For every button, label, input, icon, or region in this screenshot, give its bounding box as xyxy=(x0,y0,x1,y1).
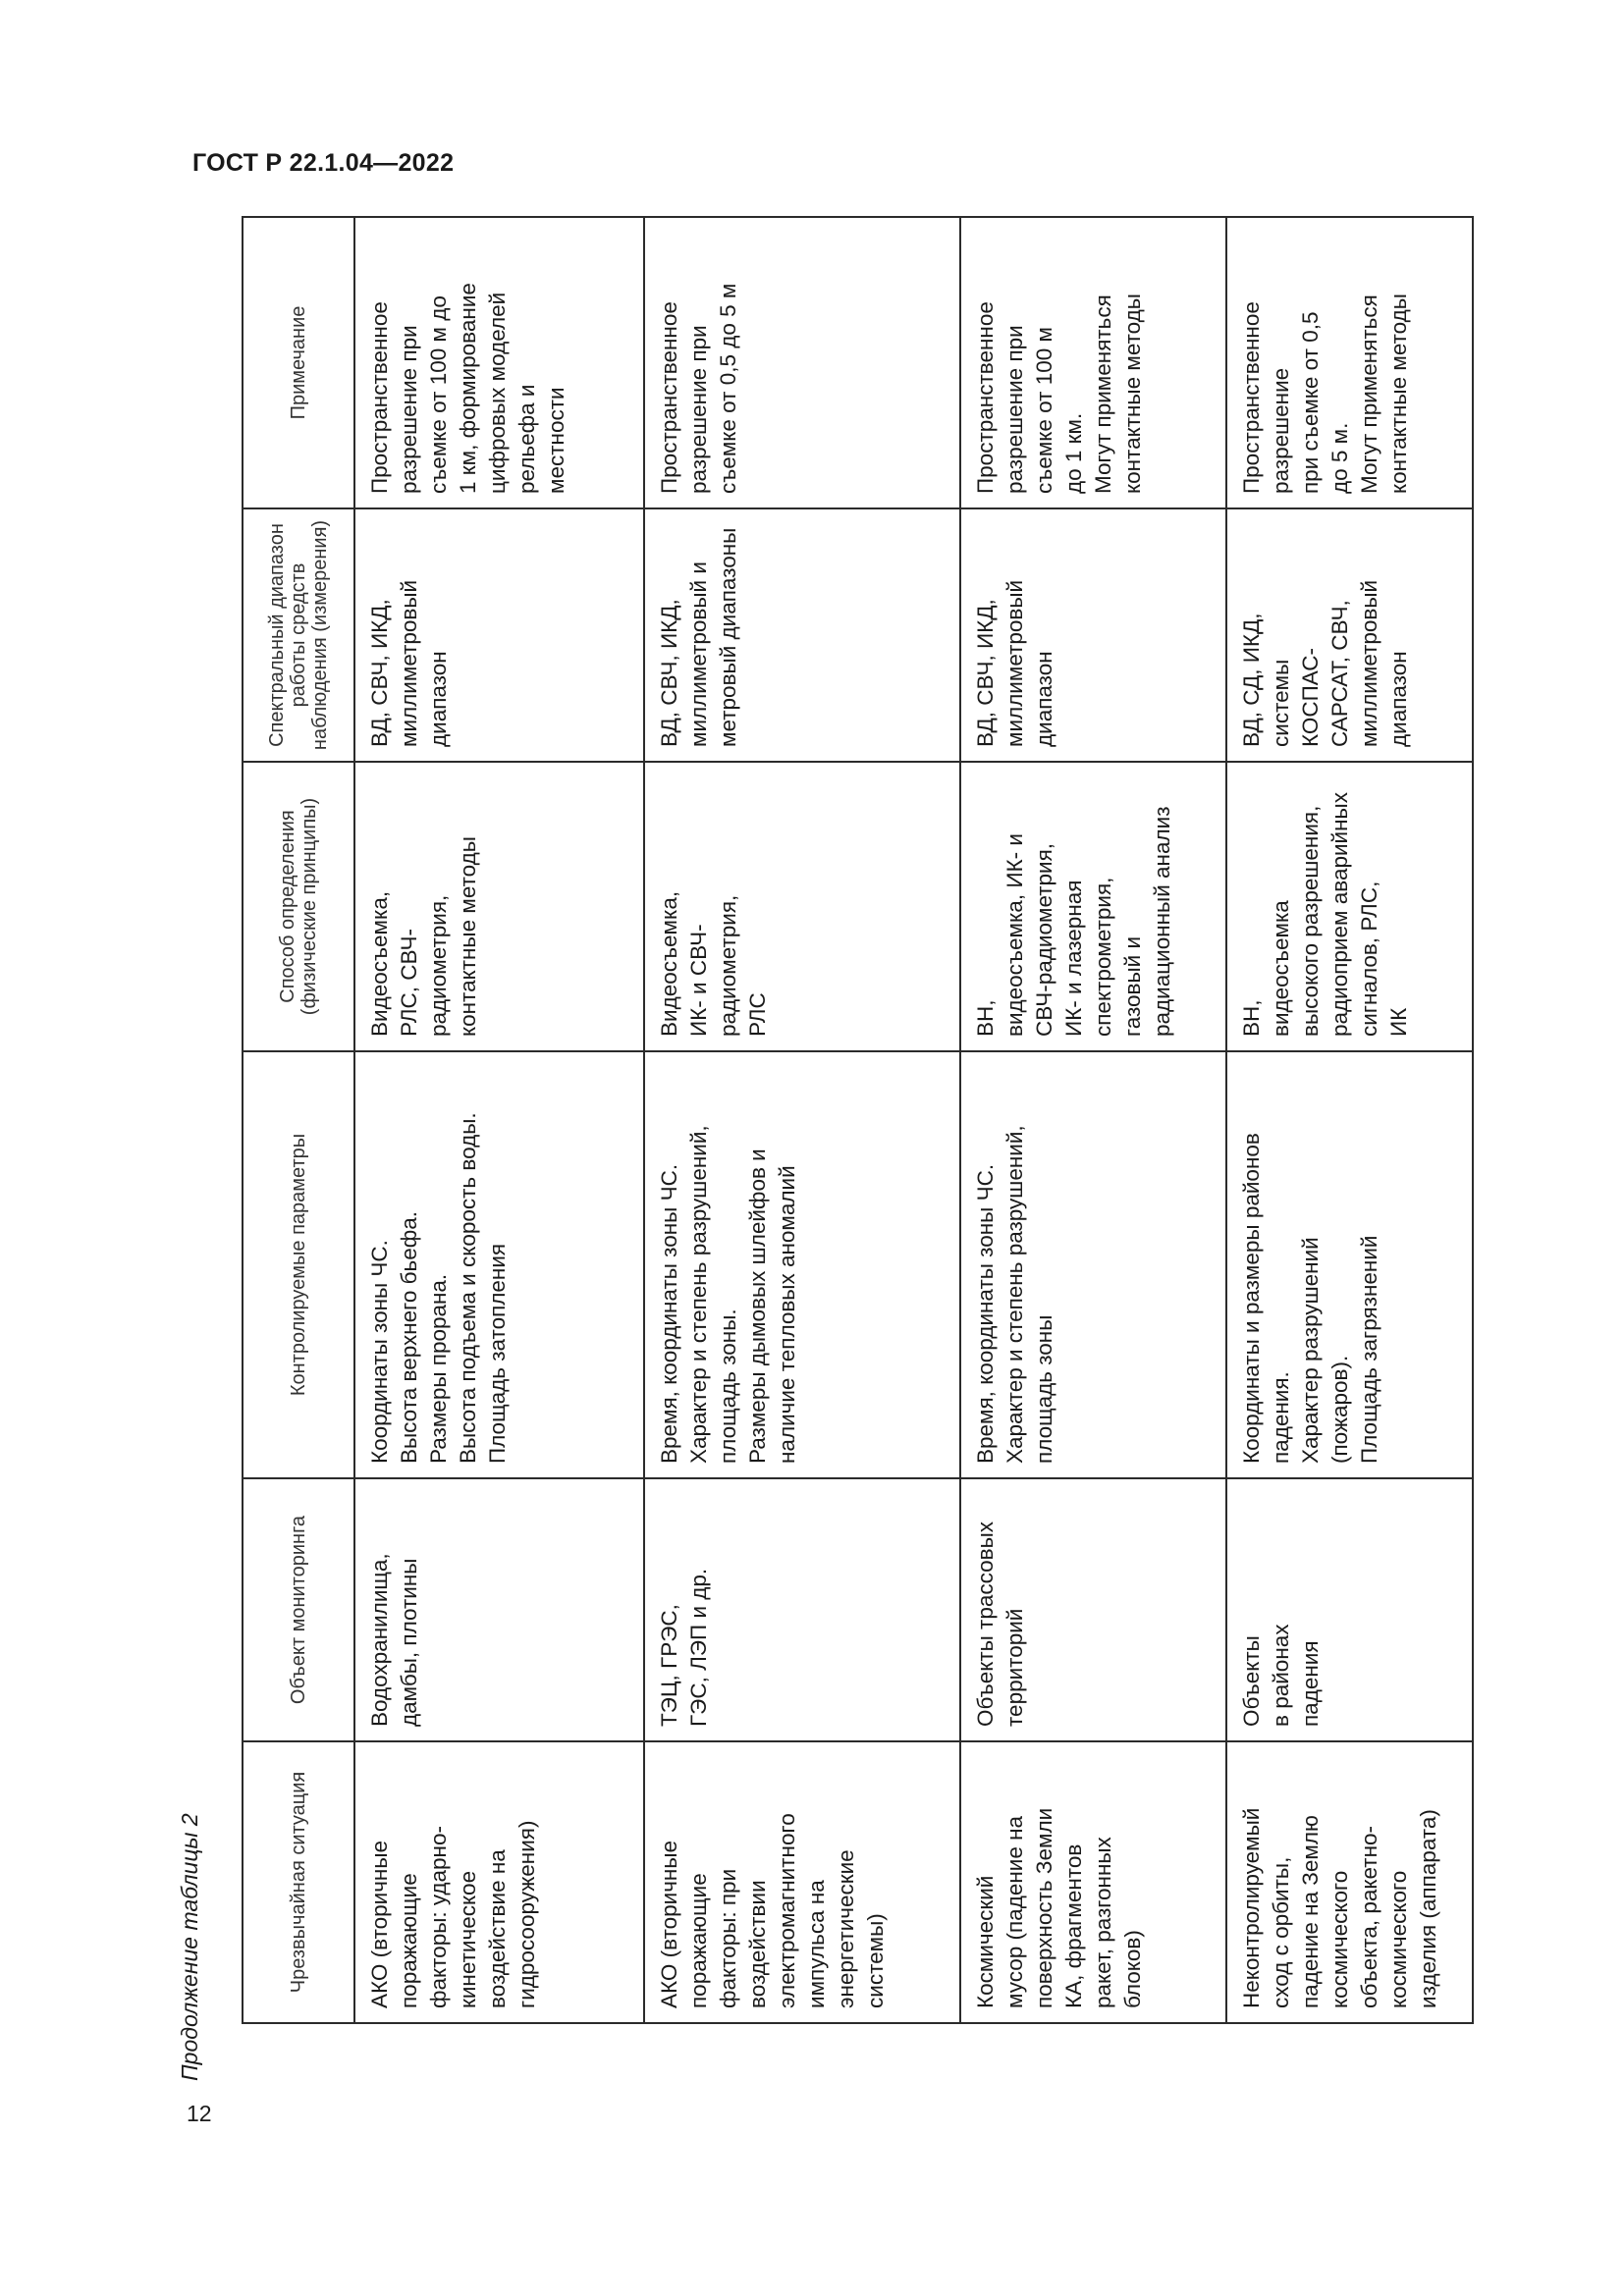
cell-line: гидросооружения) xyxy=(514,1820,539,2008)
cell-line: факторы: ударно- xyxy=(426,1826,451,2008)
cell-line: Водохранилища, xyxy=(367,1553,392,1727)
cell-line: съемке от 0,5 до 5 м xyxy=(716,283,740,494)
cell-line: воздействии xyxy=(745,1880,770,2008)
cell-line: кинетическое xyxy=(456,1870,480,2008)
cell-line: площадь зоны xyxy=(1032,1314,1056,1464)
cell-line: контактные методы xyxy=(1386,294,1411,494)
cell-line: Координаты зоны ЧС. xyxy=(367,1240,392,1464)
cell-line: видеосъемка xyxy=(1269,900,1293,1037)
table-row xyxy=(644,217,960,2023)
cell-line: Объекты трассовых xyxy=(973,1521,998,1727)
cell-line: Пространственное xyxy=(1239,301,1264,494)
cell-line: местности xyxy=(544,387,568,494)
cell-line: Координаты и размеры районов xyxy=(1239,1133,1264,1464)
cell-line: газовый и xyxy=(1120,935,1145,1037)
cell-line: ИК- и СВЧ- xyxy=(686,924,711,1037)
cell-line: сигналов, РЛС, xyxy=(1357,881,1381,1037)
cell-situation xyxy=(644,1741,960,2023)
cell-line: разрешение при xyxy=(397,325,421,494)
cell-line: Пространственное xyxy=(367,301,392,494)
cell-line: САРСАТ, СВЧ, xyxy=(1327,600,1352,747)
cell-note xyxy=(354,217,644,508)
cell-line: космического xyxy=(1386,1870,1411,2008)
cell-line: Видеосъемка, xyxy=(657,890,681,1037)
cell-line: метровый диапазоны xyxy=(716,527,740,747)
cell-parameters xyxy=(1226,1051,1473,1478)
cell-line: падения xyxy=(1298,1640,1323,1727)
cell-line: КА, фрагментов xyxy=(1061,1843,1086,2008)
cell-line: радиационный анализ xyxy=(1150,806,1174,1037)
cell-line: рельефа и xyxy=(514,384,539,494)
cell-line: ИК xyxy=(1386,1007,1411,1037)
cell-line: в районах xyxy=(1269,1624,1293,1727)
header-note: Примечание xyxy=(243,217,354,508)
cell-line: поверхность Земли xyxy=(1032,1807,1056,2008)
standard-code: ГОСТ Р 22.1.04—2022 xyxy=(192,149,455,177)
cell-line: до 1 км. xyxy=(1061,412,1086,494)
cell-situation xyxy=(354,1741,644,2023)
cell-line: Пространственное xyxy=(973,301,998,494)
cell-line: ТЭЦ, ГРЭС, xyxy=(657,1604,681,1727)
rotated-table-wrapper xyxy=(242,218,1472,2024)
cell-line: РЛС xyxy=(745,992,770,1037)
cell-line: ВД, СВЧ, ИКД, xyxy=(367,599,392,747)
cell-line: ИК- и лазерная xyxy=(1061,880,1086,1037)
cell-method xyxy=(644,762,960,1051)
cell-line: ВД, СД, ИКД, xyxy=(1239,613,1264,747)
cell-line: Могут применяться xyxy=(1091,294,1115,494)
cell-parameters xyxy=(644,1051,960,1478)
cell-method xyxy=(354,762,644,1051)
cell-line: контактные методы xyxy=(456,836,480,1037)
cell-line: контактные методы xyxy=(1120,294,1145,494)
cell-line: 1 км, формирование xyxy=(456,283,480,494)
cell-line: АКО (вторичные xyxy=(657,1840,681,2008)
cell-line: системы) xyxy=(863,1913,888,2008)
cell-line: падение на Землю xyxy=(1298,1815,1323,2008)
cell-line: Размеры прорана. xyxy=(426,1273,451,1464)
table-row xyxy=(354,217,644,2023)
cell-line: диапазон xyxy=(1386,651,1411,747)
cell-note xyxy=(960,217,1226,508)
cell-spectrum xyxy=(1226,508,1473,762)
cell-line: разрешение xyxy=(1269,367,1293,494)
cell-line: факторы: при xyxy=(716,1868,740,2008)
cell-line: поражающие xyxy=(397,1873,421,2008)
cell-line: съемке от 100 м до xyxy=(426,295,451,494)
cell-line: Площадь затопления xyxy=(485,1243,510,1464)
cell-line: Высота верхнего бьефа. xyxy=(397,1210,421,1464)
cell-line: Характер и степень разрушений, xyxy=(1002,1125,1027,1464)
cell-line: площадь зоны. xyxy=(716,1308,740,1464)
cell-line: миллиметровый xyxy=(1002,579,1027,747)
cell-line: АКО (вторичные xyxy=(367,1840,392,2008)
cell-spectrum xyxy=(960,508,1226,762)
cell-line: Космический xyxy=(973,1875,998,2008)
cell-note xyxy=(644,217,960,508)
cell-line: изделия (аппарата) xyxy=(1416,1809,1440,2008)
cell-line: ВН, xyxy=(973,999,998,1037)
cell-line: цифровых моделей xyxy=(485,292,510,494)
table-row xyxy=(960,217,1226,2023)
cell-line: энергетические xyxy=(834,1849,858,2008)
cell-line: Время, координаты зоны ЧС. xyxy=(657,1163,681,1464)
cell-note xyxy=(1226,217,1473,508)
header-situation: Чрезвычайная ситуация xyxy=(243,1741,354,2023)
cell-line: видеосъемка, ИК- и xyxy=(1002,833,1027,1037)
cell-spectrum xyxy=(354,508,644,762)
cell-parameters xyxy=(354,1051,644,1478)
cell-line: Видеосъемка, xyxy=(367,890,392,1037)
cell-line: разрешение при xyxy=(686,325,711,494)
cell-line: электромагнитного xyxy=(775,1813,799,2008)
cell-line: высокого разрешения, xyxy=(1298,805,1323,1037)
table-row xyxy=(1226,217,1473,2023)
cell-line: Характер и степень разрушений, xyxy=(686,1125,711,1464)
cell-line: до 5 м. xyxy=(1327,422,1352,494)
cell-line: миллиметровый и xyxy=(686,561,711,747)
cell-line: Размеры дымовых шлейфов и xyxy=(745,1148,770,1464)
cell-line: при съемке от 0,5 xyxy=(1298,311,1323,494)
cell-line: миллиметровый xyxy=(1357,579,1381,747)
cell-line: Характер разрушений xyxy=(1298,1237,1323,1464)
cell-line: дамбы, плотины xyxy=(397,1558,421,1727)
cell-line: территорий xyxy=(1002,1608,1027,1727)
cell-line: наличие тепловых аномалий xyxy=(775,1165,799,1464)
cell-line: поражающие xyxy=(686,1873,711,2008)
cell-line: диапазон xyxy=(1032,651,1056,747)
cell-line: падения. xyxy=(1269,1371,1293,1464)
header-object: Объект мониторинга xyxy=(243,1478,354,1741)
cell-line: СВЧ-радиометрия, xyxy=(1032,842,1056,1037)
cell-line: ракет, разгонных xyxy=(1091,1837,1115,2008)
cell-parameters xyxy=(960,1051,1226,1478)
cell-line: ВН, xyxy=(1239,999,1264,1037)
cell-line: Площадь загрязнений xyxy=(1357,1235,1381,1464)
cell-line: ВД, СВЧ, ИКД, xyxy=(973,599,998,747)
cell-line: импульса на xyxy=(804,1880,829,2008)
cell-line: радиометрия, xyxy=(426,894,451,1037)
table-caption: Продолжение таблицы 2 xyxy=(177,1813,202,2081)
cell-situation xyxy=(1226,1741,1473,2023)
cell-line: (пожаров). xyxy=(1327,1355,1352,1464)
cell-object xyxy=(644,1478,960,1741)
cell-object xyxy=(354,1478,644,1741)
cell-line: диапазон xyxy=(426,651,451,747)
cell-line: Пространственное xyxy=(657,301,681,494)
cell-line: Высота подъема и скорость воды. xyxy=(456,1112,480,1464)
cell-line: КОСПАС- xyxy=(1298,647,1323,747)
cell-situation xyxy=(960,1741,1226,2023)
cell-line: объекта, ракетно- xyxy=(1357,1825,1381,2008)
cell-method xyxy=(960,762,1226,1051)
header-method: Способ определения (физические принципы) xyxy=(243,762,354,1051)
cell-line: сход с орбиты, xyxy=(1269,1856,1293,2008)
cell-line: радиоприем аварийных xyxy=(1327,792,1352,1037)
page-number: 12 xyxy=(187,2101,212,2126)
cell-line: воздействие на xyxy=(485,1849,510,2008)
cell-line: РЛС, СВЧ- xyxy=(397,929,421,1037)
cell-line: спектрометрия, xyxy=(1091,877,1115,1037)
cell-line: системы xyxy=(1269,659,1293,747)
cell-object xyxy=(960,1478,1226,1741)
cell-spectrum xyxy=(644,508,960,762)
cell-line: ГЭС, ЛЭП и др. xyxy=(686,1568,711,1727)
cell-line: миллиметровый xyxy=(397,579,421,747)
cell-line: Время, координаты зоны ЧС. xyxy=(973,1163,998,1464)
header-parameters: Контролируемые параметры xyxy=(243,1051,354,1478)
cell-line: мусор (падение на xyxy=(1002,1815,1027,2008)
cell-line: ВД, СВЧ, ИКД, xyxy=(657,599,681,747)
cell-line: Объекты xyxy=(1239,1635,1264,1727)
table-header-row xyxy=(243,217,354,2023)
cell-object xyxy=(1226,1478,1473,1741)
cell-line: съемке от 100 м xyxy=(1032,327,1056,494)
cell-line: радиометрия, xyxy=(716,894,740,1037)
cell-method xyxy=(1226,762,1473,1051)
cell-line: космического xyxy=(1327,1870,1352,2008)
cell-line: блоков) xyxy=(1120,1930,1145,2008)
cell-line: Могут применяться xyxy=(1357,294,1381,494)
cell-line: разрешение при xyxy=(1002,325,1027,494)
cell-line: Неконтролируемый xyxy=(1239,1807,1264,2008)
header-spectrum: Спектральный диапазон работы средств наблюдения (измерения) xyxy=(243,508,354,762)
monitoring-table xyxy=(242,216,1474,2024)
